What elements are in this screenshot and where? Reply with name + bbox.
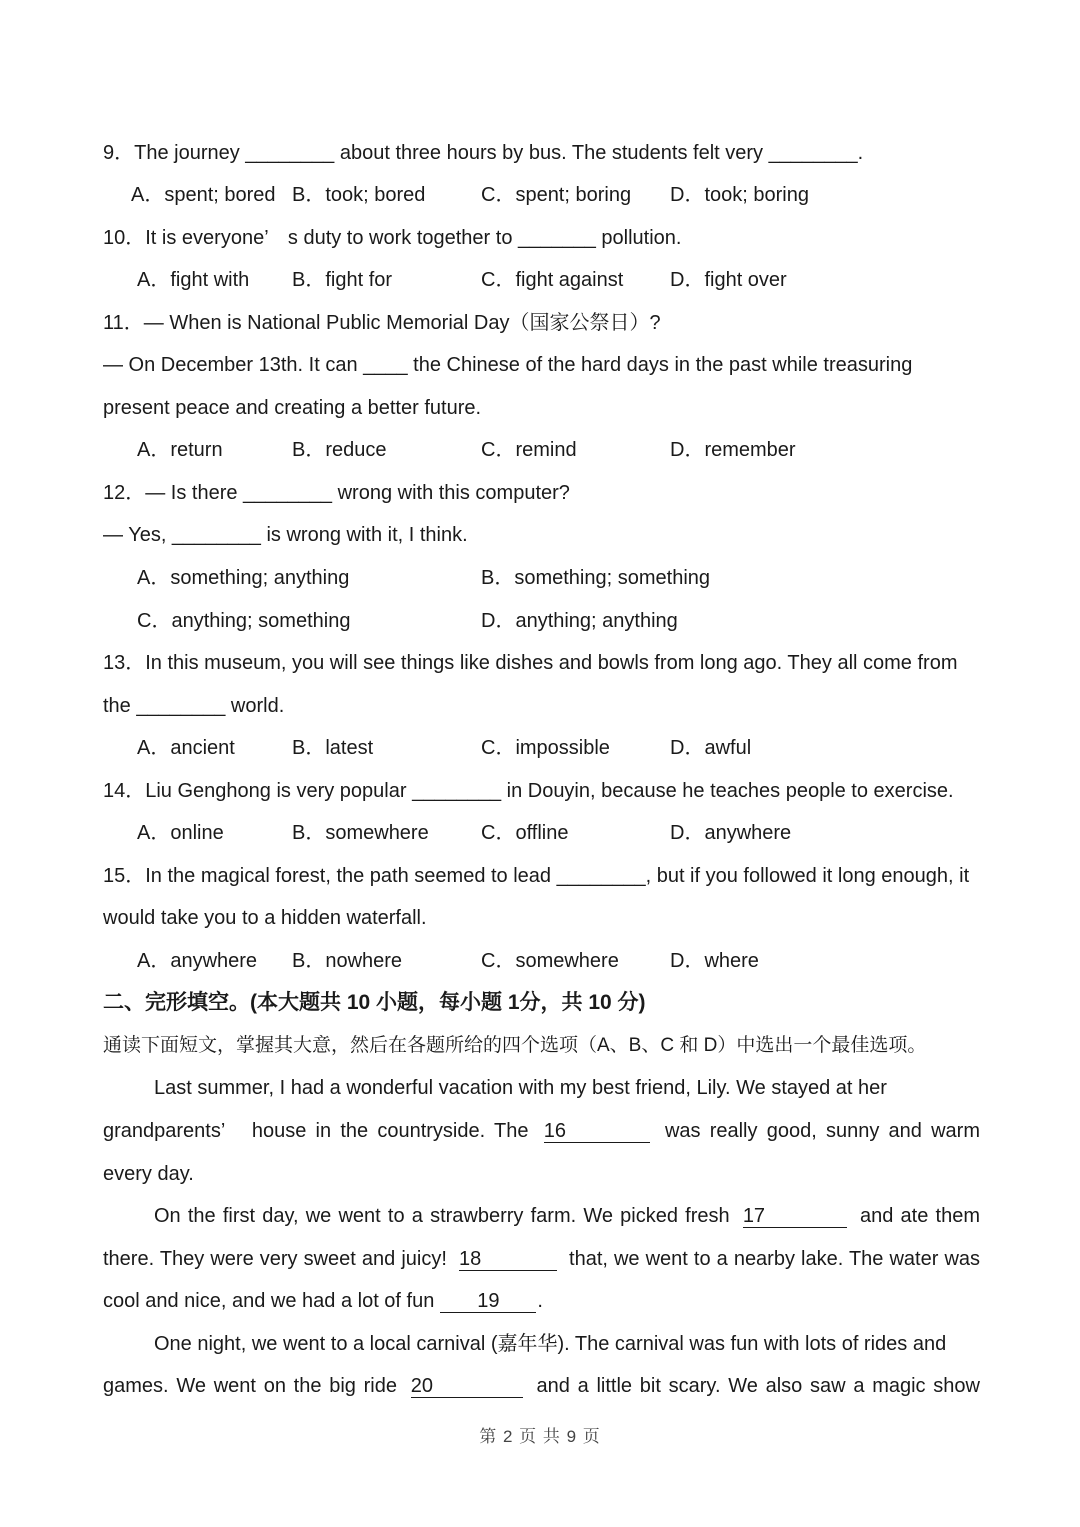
question-13-stem: 13．In this museum, you will see things like dishes and bowls from long ago. They all come from [103, 652, 958, 674]
question-14-stem: 14．Liu Genghong is very popular ________ in Douyin, because he teaches people to exercise. [103, 780, 954, 802]
question-10-option-b: B．fight for [292, 269, 393, 291]
question-13-option-b: B．latest [292, 737, 374, 759]
blank-19: 19 [440, 1290, 536, 1313]
passage-p1-line-2 [103, 1118, 980, 1144]
question-15-line-2: would take you to a hidden waterfall. [103, 907, 427, 929]
question-12-option-d: D．anything; anything [481, 610, 678, 632]
question-15-option-b: B．nowhere [292, 950, 403, 972]
question-11-option-c: C．remind [481, 439, 577, 461]
page-number-footer: 第 2 页 共 9 页 [479, 1427, 601, 1446]
question-11-line-2: — On December 13th. It can ____ the Chinese of the hard days in the past while treasuring [103, 354, 913, 376]
section-2-heading: 二、完形填空。(本大题共 10 小题，每小题 1分，共 10 分) [103, 991, 646, 1014]
question-12-line-2: — Yes, ________ is wrong with it, I think. [103, 524, 468, 546]
question-10-option-c: C．fight against [481, 269, 624, 291]
passage-p2-line-3 [103, 1288, 543, 1314]
question-13-option-d: D．awful [670, 737, 752, 759]
blank-17: 17 [743, 1205, 847, 1228]
passage-text: that, we went to a nearby lake. The water was [569, 1248, 981, 1270]
question-11-option-d: D．remember [670, 439, 796, 461]
passage-p1-line-1: Last summer, I had a wonderful vacation with my best friend, Lily. We stayed at her [154, 1077, 887, 1099]
passage-p3-line-2 [103, 1373, 980, 1399]
passage-text: games. We went on the big ride [103, 1375, 397, 1397]
question-9-option-a: A．spent; bored [131, 184, 276, 206]
question-15-option-c: C．somewhere [481, 950, 619, 972]
question-13-option-a: A．ancient [137, 737, 235, 759]
question-10-stem: 10．It is everyone’ s duty to work together to _______ pollution. [103, 227, 682, 249]
question-15-stem: 15．In the magical forest, the path seemed to lead ________, but if you followed it long enough, it [103, 865, 970, 887]
passage-text: cool and nice, and we had a lot of fun [103, 1290, 435, 1312]
passage-text: . [537, 1290, 543, 1312]
question-11-option-b: B．reduce [292, 439, 387, 461]
question-15-option-d: D．where [670, 950, 759, 972]
question-9-option-c: C．spent; boring [481, 184, 632, 206]
question-11-line-3: present peace and creating a better future. [103, 397, 482, 419]
question-9-option-d: D．took; boring [670, 184, 809, 206]
passage-text: and a little bit scary. We also saw a magic show [536, 1375, 980, 1397]
passage-text: there. They were very sweet and juicy! [103, 1248, 447, 1270]
passage-p1-line-3: every day. [103, 1163, 194, 1185]
question-14-option-d: D．anywhere [670, 822, 792, 844]
passage-p3-line-1: One night, we went to a local carnival (嘉年华). The carnival was fun with lots of rides and [154, 1333, 947, 1355]
question-15-option-a: A．anywhere [137, 950, 258, 972]
blank-20: 20 [411, 1375, 523, 1398]
question-12-stem: 12．— Is there ________ wrong with this computer? [103, 482, 570, 504]
blank-16: 16 [544, 1120, 650, 1143]
question-14-option-a: A．online [137, 822, 224, 844]
question-14-option-c: C．offline [481, 822, 569, 844]
question-13-line-2: the ________ world. [103, 695, 285, 717]
passage-text: was really good, sunny and warm [664, 1120, 981, 1142]
question-9-stem: 9．The journey ________ about three hours by bus. The students felt very ________. [103, 142, 864, 164]
question-13-option-c: C．impossible [481, 737, 610, 759]
question-12-option-b: B．something; something [481, 567, 711, 589]
question-11-option-a: A．return [137, 439, 223, 461]
question-14-option-b: B．somewhere [292, 822, 429, 844]
passage-text: On the first day, we went to a strawberry farm. We picked fresh [154, 1205, 730, 1227]
question-12-option-a: A．something; anything [137, 567, 350, 589]
blank-18: 18 [459, 1248, 557, 1271]
question-11-stem: 11．— When is National Public Memorial Day（国家公祭日）? [103, 312, 661, 334]
question-10-option-a: A．fight with [137, 269, 250, 291]
passage-text: grandparents’ house in the countryside. The [103, 1120, 529, 1142]
passage-p2-line-2 [103, 1246, 980, 1272]
passage-p2-line-1 [154, 1203, 980, 1229]
passage-text: and ate them [860, 1205, 980, 1227]
question-10-option-d: D．fight over [670, 269, 787, 291]
section-2-instructions: 通读下面短文，掌握其大意，然后在各题所给的四个选项（A、B、C 和 D）中选出一个最佳选项。 [103, 1035, 927, 1056]
question-9-option-b: B．took; bored [292, 184, 426, 206]
question-12-option-c: C．anything; something [137, 610, 351, 632]
